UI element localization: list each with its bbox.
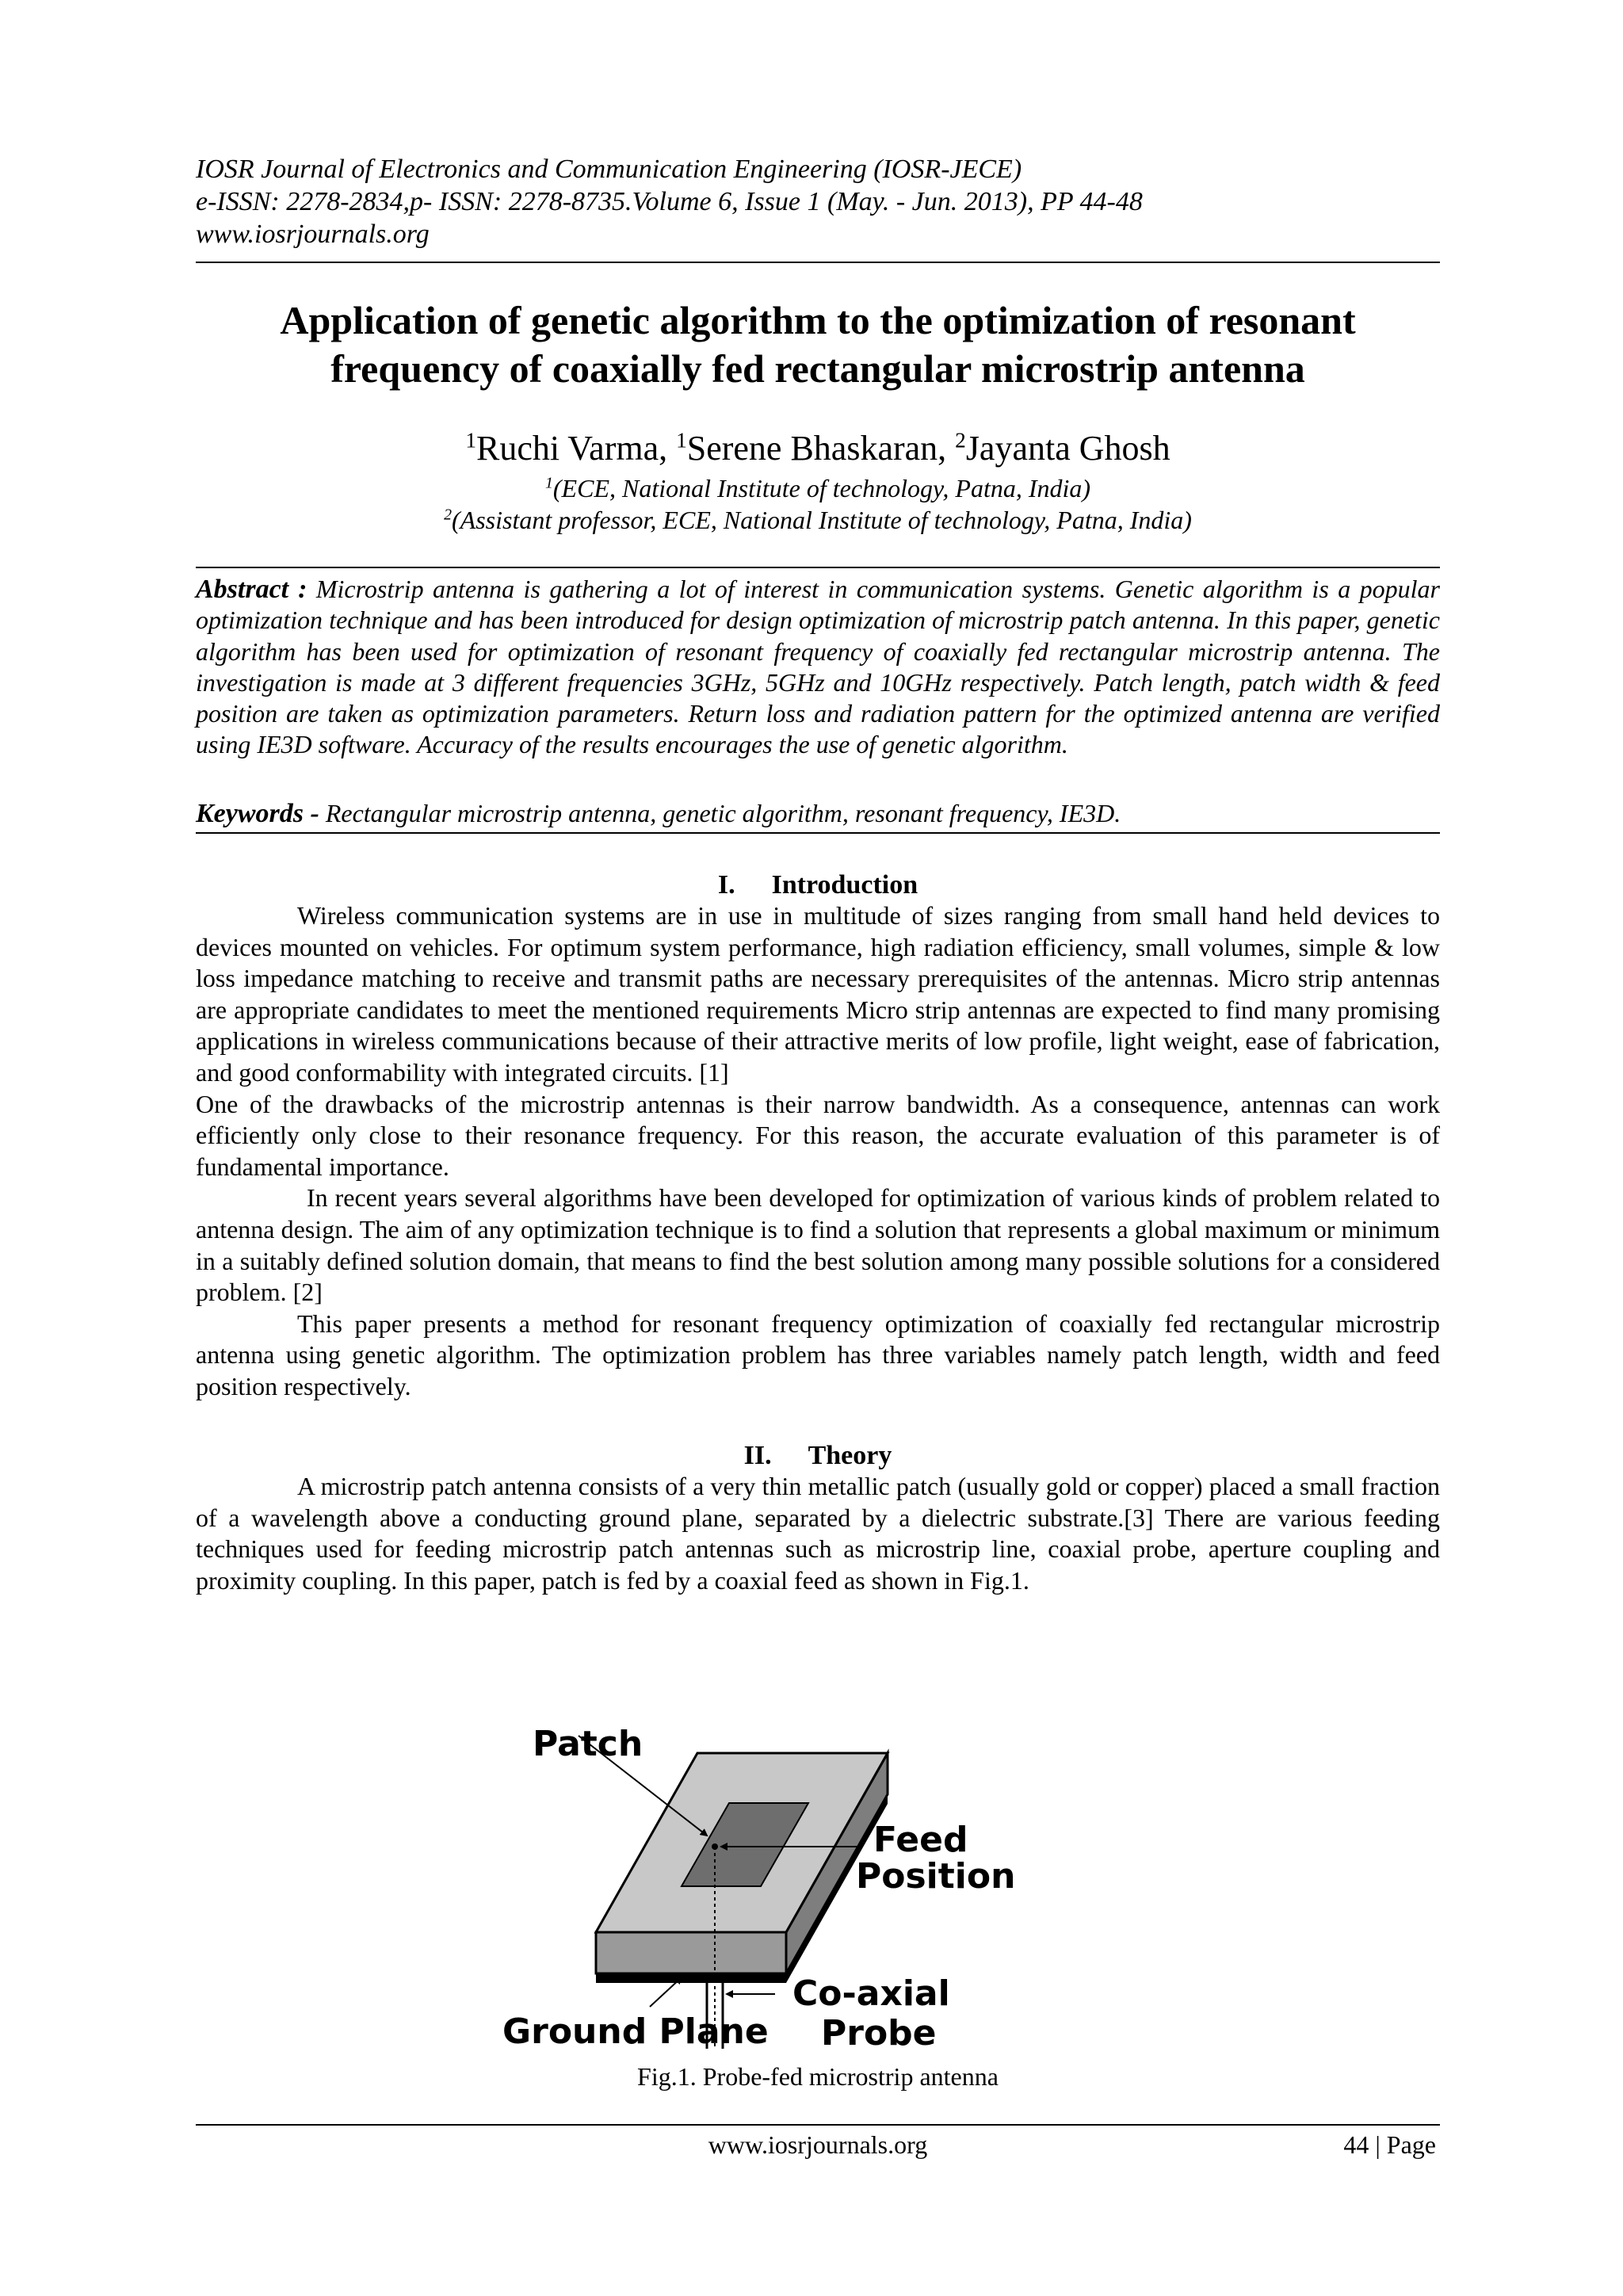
patch-label: Patch (533, 1724, 643, 1764)
section-number: I. (717, 870, 735, 900)
ground-plane-front (596, 1973, 786, 1983)
affiliation-2-sup: 2 (444, 506, 453, 524)
journal-issn: e-ISSN: 2278-2834,p- ISSN: 2278-8735.Volume 6, Issue 1 (May. - Jun. 2013), PP 44-48 (196, 187, 1143, 216)
ground-plane-label: Ground Plane (502, 2011, 769, 2052)
affiliation-2 (196, 504, 1440, 536)
antenna-figure (491, 1656, 1046, 2069)
author-3: Jayanta Ghosh (965, 429, 1170, 468)
keywords-text: Rectangular microstrip antenna, genetic algorithm, resonant frequency, IE3D. (325, 799, 1121, 827)
intro-paragraph-2: One of the drawbacks of the microstrip antennas is their narrow bandwidth. As a consequence, antennas can work efficiently only close to their resonance frequency. For this reason, the accurate evaluation of this parameter is of fundamental importance. (196, 1089, 1440, 1181)
intro-paragraph-4: This paper presents a method for resonant frequency optimization of coaxially fed rectangular microstrip antenna using genetic algorithm. The optimization problem has three variables namely patch length, width and feed position respectively. (196, 1308, 1440, 1400)
abstract-bottom-rule (196, 832, 1440, 834)
intro-paragraph-1: Wireless communication systems are in use in multitude of sizes ranging from small hand held devices to devices mounted on vehicles. For optimum system performance, high radiation efficiency, small volumes, simple & low loss impedance matching to receive and transmit paths are necessary prerequisites of the antennas. Micro strip antennas are appropriate candidates to meet the mentioned requirements Micro strip antennas are expected to find many promising applications in wireless communications because of their attractive merits of low profile, light weight, ease of fabrication, and good conformability with integrated circuits. [1] (196, 901, 1440, 1087)
author-list (196, 428, 1440, 469)
substrate-front (596, 1932, 786, 1973)
footer-page-number: 44 | Page (1343, 2130, 1436, 2159)
introduction-body (196, 900, 1440, 1403)
section-heading-theory (196, 1439, 1440, 1473)
feed-point (712, 1843, 718, 1850)
feed-label-line-1: Feed (873, 1820, 968, 1860)
header-rule (196, 262, 1440, 263)
coax-label-line-2: Probe (821, 2013, 937, 2053)
figure-caption: Fig.1. Probe-fed microstrip antenna (637, 2062, 999, 2091)
abstract-text: Microstrip antenna is gathering a lot of interest in communication systems. Genetic algorithm is a popular optimization technique and has been introduced for design optimization of microstrip patch antenna. In this paper, genetic algorithm has been used for optimization of resonant frequency of coaxially fed rectangular microstrip antenna. The investigation is made at 3 different frequencies 3GHz, 5GHz and 10GHz respectively. Patch length, patch width & feed position are taken as optimization parameters. Return loss and radiation pattern for the optimized antenna are verified using IE3D software. Accuracy of the results encourages the use of genetic algorithm. (196, 575, 1441, 759)
journal-header (196, 153, 1440, 250)
section-heading-introduction (196, 869, 1440, 902)
intro-paragraph-3: In recent years several algorithms have been developed for optimization of various kinds of problem related to antenna design. The aim of any optimization technique is to find a solution that represents a global maximum or minimum in a suitably defined solution domain, that means to find the best solution among many possible solutions for a considered problem. [2] (196, 1183, 1440, 1307)
author-2: Serene Bhaskaran, (686, 429, 947, 468)
journal-name: IOSR Journal of Electronics and Communication Engineering (IOSR-JECE) (196, 155, 1022, 184)
probe-fed-antenna-diagram (491, 1656, 1046, 2069)
author-1-sup: 1 (465, 428, 476, 453)
author-2-sup: 1 (676, 428, 687, 453)
abstract-top-rule (196, 567, 1440, 568)
keywords (196, 797, 1440, 830)
journal-website[interactable]: www.iosrjournals.org (196, 220, 430, 249)
abstract-label: Abstract : (196, 575, 307, 604)
title-line-2: frequency of coaxially fed rectangular microstrip antenna (330, 346, 1305, 391)
section-number: II. (743, 1441, 772, 1470)
affiliation-2-text: (Assistant professor, ECE, National Institute of technology, Patna, India) (452, 506, 1192, 534)
affiliation-1-sup: 1 (544, 474, 553, 492)
feed-label-line-2: Position (856, 1856, 1016, 1897)
theory-body (196, 1471, 1440, 1596)
paper-title (196, 296, 1440, 393)
abstract (196, 574, 1440, 761)
title-line-1: Application of genetic algorithm to the optimization of resonant (280, 298, 1356, 342)
section-title: Introduction (771, 870, 918, 900)
coax-label-line-1: Co-axial (792, 1973, 950, 2014)
theory-paragraph-1: A microstrip patch antenna consists of a very thin metallic patch (usually gold or copper) placed a small fraction of a wavelength above a conducting ground plane, separated by a dielectric substrate.[3] There are various feeding techniques used for feeding microstrip patch antennas such as microstrip line, coaxial probe, aperture coupling and proximity coupling. In this paper, patch is fed by a coaxial feed as shown in Fig.1. (196, 1472, 1440, 1595)
keywords-label: Keywords - (196, 799, 319, 828)
affiliation-1-text: (ECE, National Institute of technology, Patna, India) (552, 474, 1091, 502)
author-3-sup: 2 (955, 428, 966, 453)
footer-rule (196, 2124, 1440, 2126)
footer-website[interactable]: www.iosrjournals.org (708, 2130, 928, 2159)
author-1: Ruchi Varma, (475, 429, 668, 468)
affiliation-1 (196, 472, 1440, 504)
section-title: Theory (808, 1441, 892, 1470)
